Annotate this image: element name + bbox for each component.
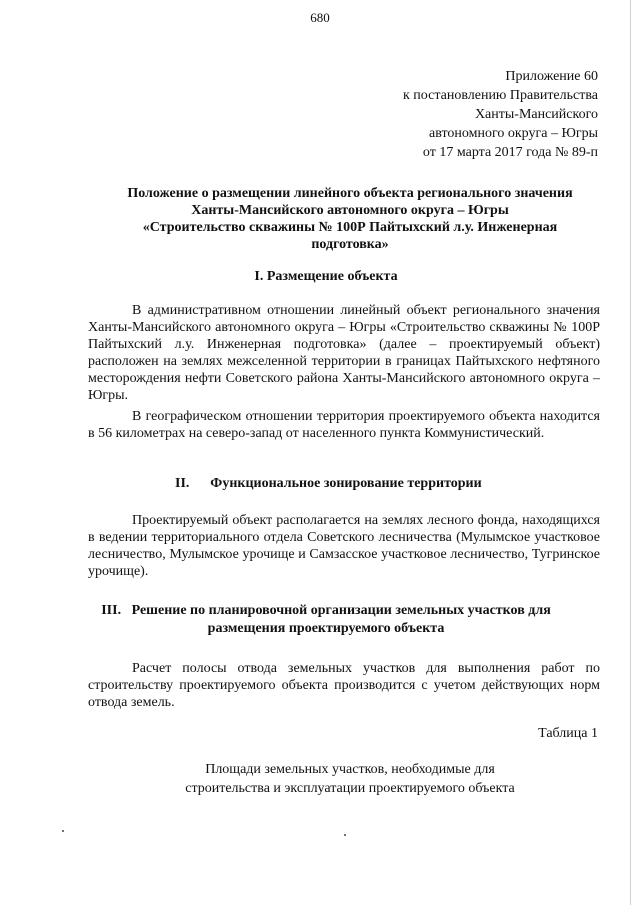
scan-speck bbox=[62, 830, 64, 832]
title-line: «Строительство скважины № 100Р Пайтыхский л.у. Инженерная bbox=[142, 220, 558, 235]
annex-line: автономного округа – Югры bbox=[429, 126, 598, 141]
section3-heading bbox=[50, 602, 602, 638]
table-caption bbox=[100, 760, 600, 798]
section1-paragraph-1: В административном отношении линейный объект регионального значения Ханты-Мансийского автономного округа – Югры «Строительство скважины № 100Р Пайтыхский л.у. Инженерная подготовка» (далее – проектируемый объект) расположен на землях межселенной территории в границах Пайтыхского нефтяного месторождения нефти Советского района Ханты-Мансийского автономного округа – Югры. bbox=[88, 303, 600, 403]
title-line: Ханты-Мансийского автономного округа – Югры bbox=[191, 203, 509, 218]
table-label: Таблица 1 bbox=[538, 726, 598, 741]
section1-heading: I. Размещение объекта bbox=[254, 269, 398, 284]
annex-line: Приложение 60 bbox=[505, 69, 598, 84]
section3-heading-line: III. Решение по планировочной организации земельных участков для bbox=[101, 603, 551, 618]
section2-paragraph-1: Проектируемый объект располагается на землях лесного фонда, находящихся в ведении территориального отдела Советского лесничества (Мулымское участковое лесничество, Мулымское урочище и Самзасское участковое лесничество, Тугринское урочище). bbox=[88, 513, 600, 579]
title-line: Положение о размещении линейного объекта регионального значения bbox=[127, 186, 573, 201]
document-title bbox=[90, 185, 610, 253]
page-number: 680 bbox=[310, 10, 330, 25]
section3-heading-line: размещения проектируемого объекта bbox=[207, 621, 445, 636]
section3-paragraph-1: Расчет полосы отвода земельных участков для выполнения работ по строительству проектируемого объекта производится с учетом действующих норм отвода земель. bbox=[88, 661, 600, 710]
section2-title: Функциональное зонирование территории bbox=[210, 476, 482, 491]
scan-speck bbox=[344, 834, 346, 836]
caption-line: строительства и эксплуатации проектируемого объекта bbox=[185, 781, 515, 796]
section1-paragraph-2: В географическом отношении территория проектируемого объекта находится в 56 километрах на северо-запад от населенного пункта Коммунистический. bbox=[88, 409, 600, 441]
title-line: подготовка» bbox=[311, 237, 389, 252]
section2-heading bbox=[50, 475, 602, 493]
scan-edge-line bbox=[630, 0, 631, 905]
annex-line: к постановлению Правительства bbox=[402, 88, 598, 103]
caption-line: Площади земельных участков, необходимые для bbox=[205, 762, 495, 777]
section2-number: II. bbox=[175, 476, 190, 491]
annex-line: от 17 марта 2017 года № 89-п bbox=[422, 145, 598, 160]
annex-line: Ханты-Мансийского bbox=[474, 107, 598, 122]
annex-block bbox=[403, 67, 598, 162]
